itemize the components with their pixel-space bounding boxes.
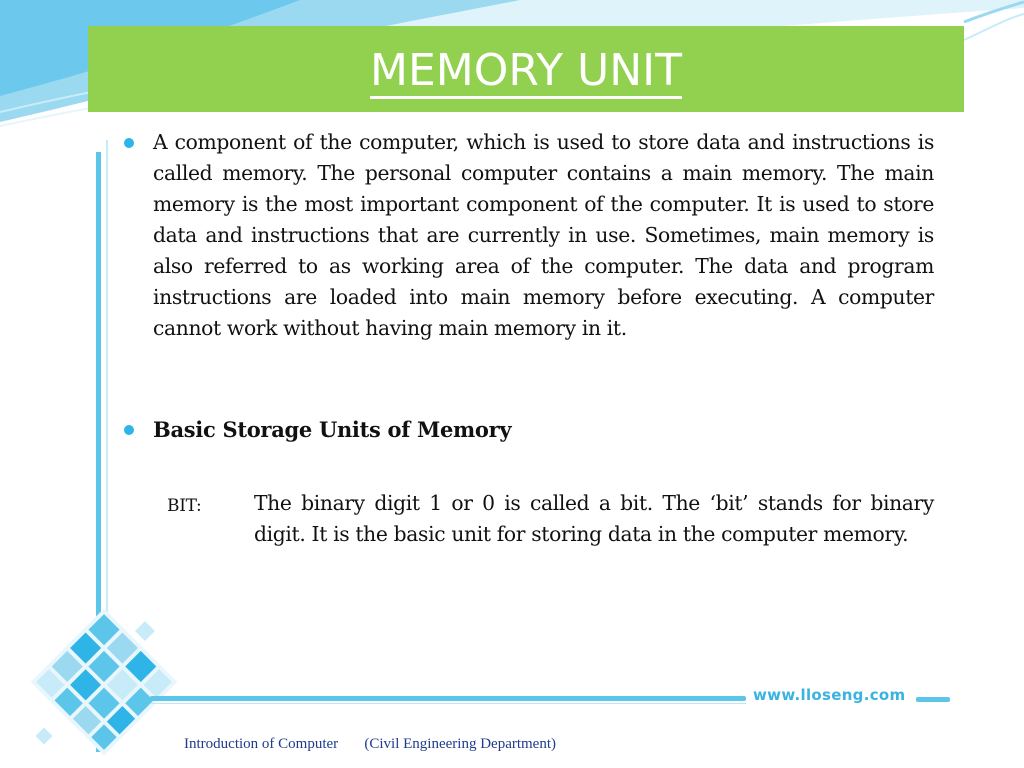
- footer-line-thin: [150, 703, 746, 704]
- footer-line: [150, 696, 746, 701]
- footer-dash: [916, 697, 950, 702]
- mosaic-tile-decoration: [18, 600, 198, 768]
- slide-title-text: MEMORY UNIT: [370, 45, 682, 99]
- definition-text: The binary digit 1 or 0 is called a bit. The ‘bit’ stands for binary digit. It is the basic unit for storing data in the computer memory.: [254, 491, 934, 546]
- bullet-icon: [124, 138, 134, 148]
- slide-title: [88, 44, 964, 98]
- section-heading: Basic Storage Units of Memory: [153, 417, 512, 442]
- definition-term: BIT:: [167, 496, 202, 516]
- footer-course: Introduction of Computer: [184, 736, 339, 752]
- footer-text: [184, 736, 556, 753]
- title-band: [88, 26, 964, 112]
- bullet-icon: [124, 425, 134, 435]
- website-watermark: www.lloseng.com: [753, 686, 906, 704]
- bullet-paragraph: A component of the computer, which is used to store data and instructions is called memory. The personal computer contains a main memory. The main memory is the most important component of the computer. It is used to store data and instructions that are currently in use. Sometimes, main memory is also referred to as working area of the computer. The data and program instructions are loaded into main memory before executing. A computer cannot work without having main memory in it.: [153, 130, 934, 340]
- footer-department: (Civil Engineering Department): [364, 736, 556, 752]
